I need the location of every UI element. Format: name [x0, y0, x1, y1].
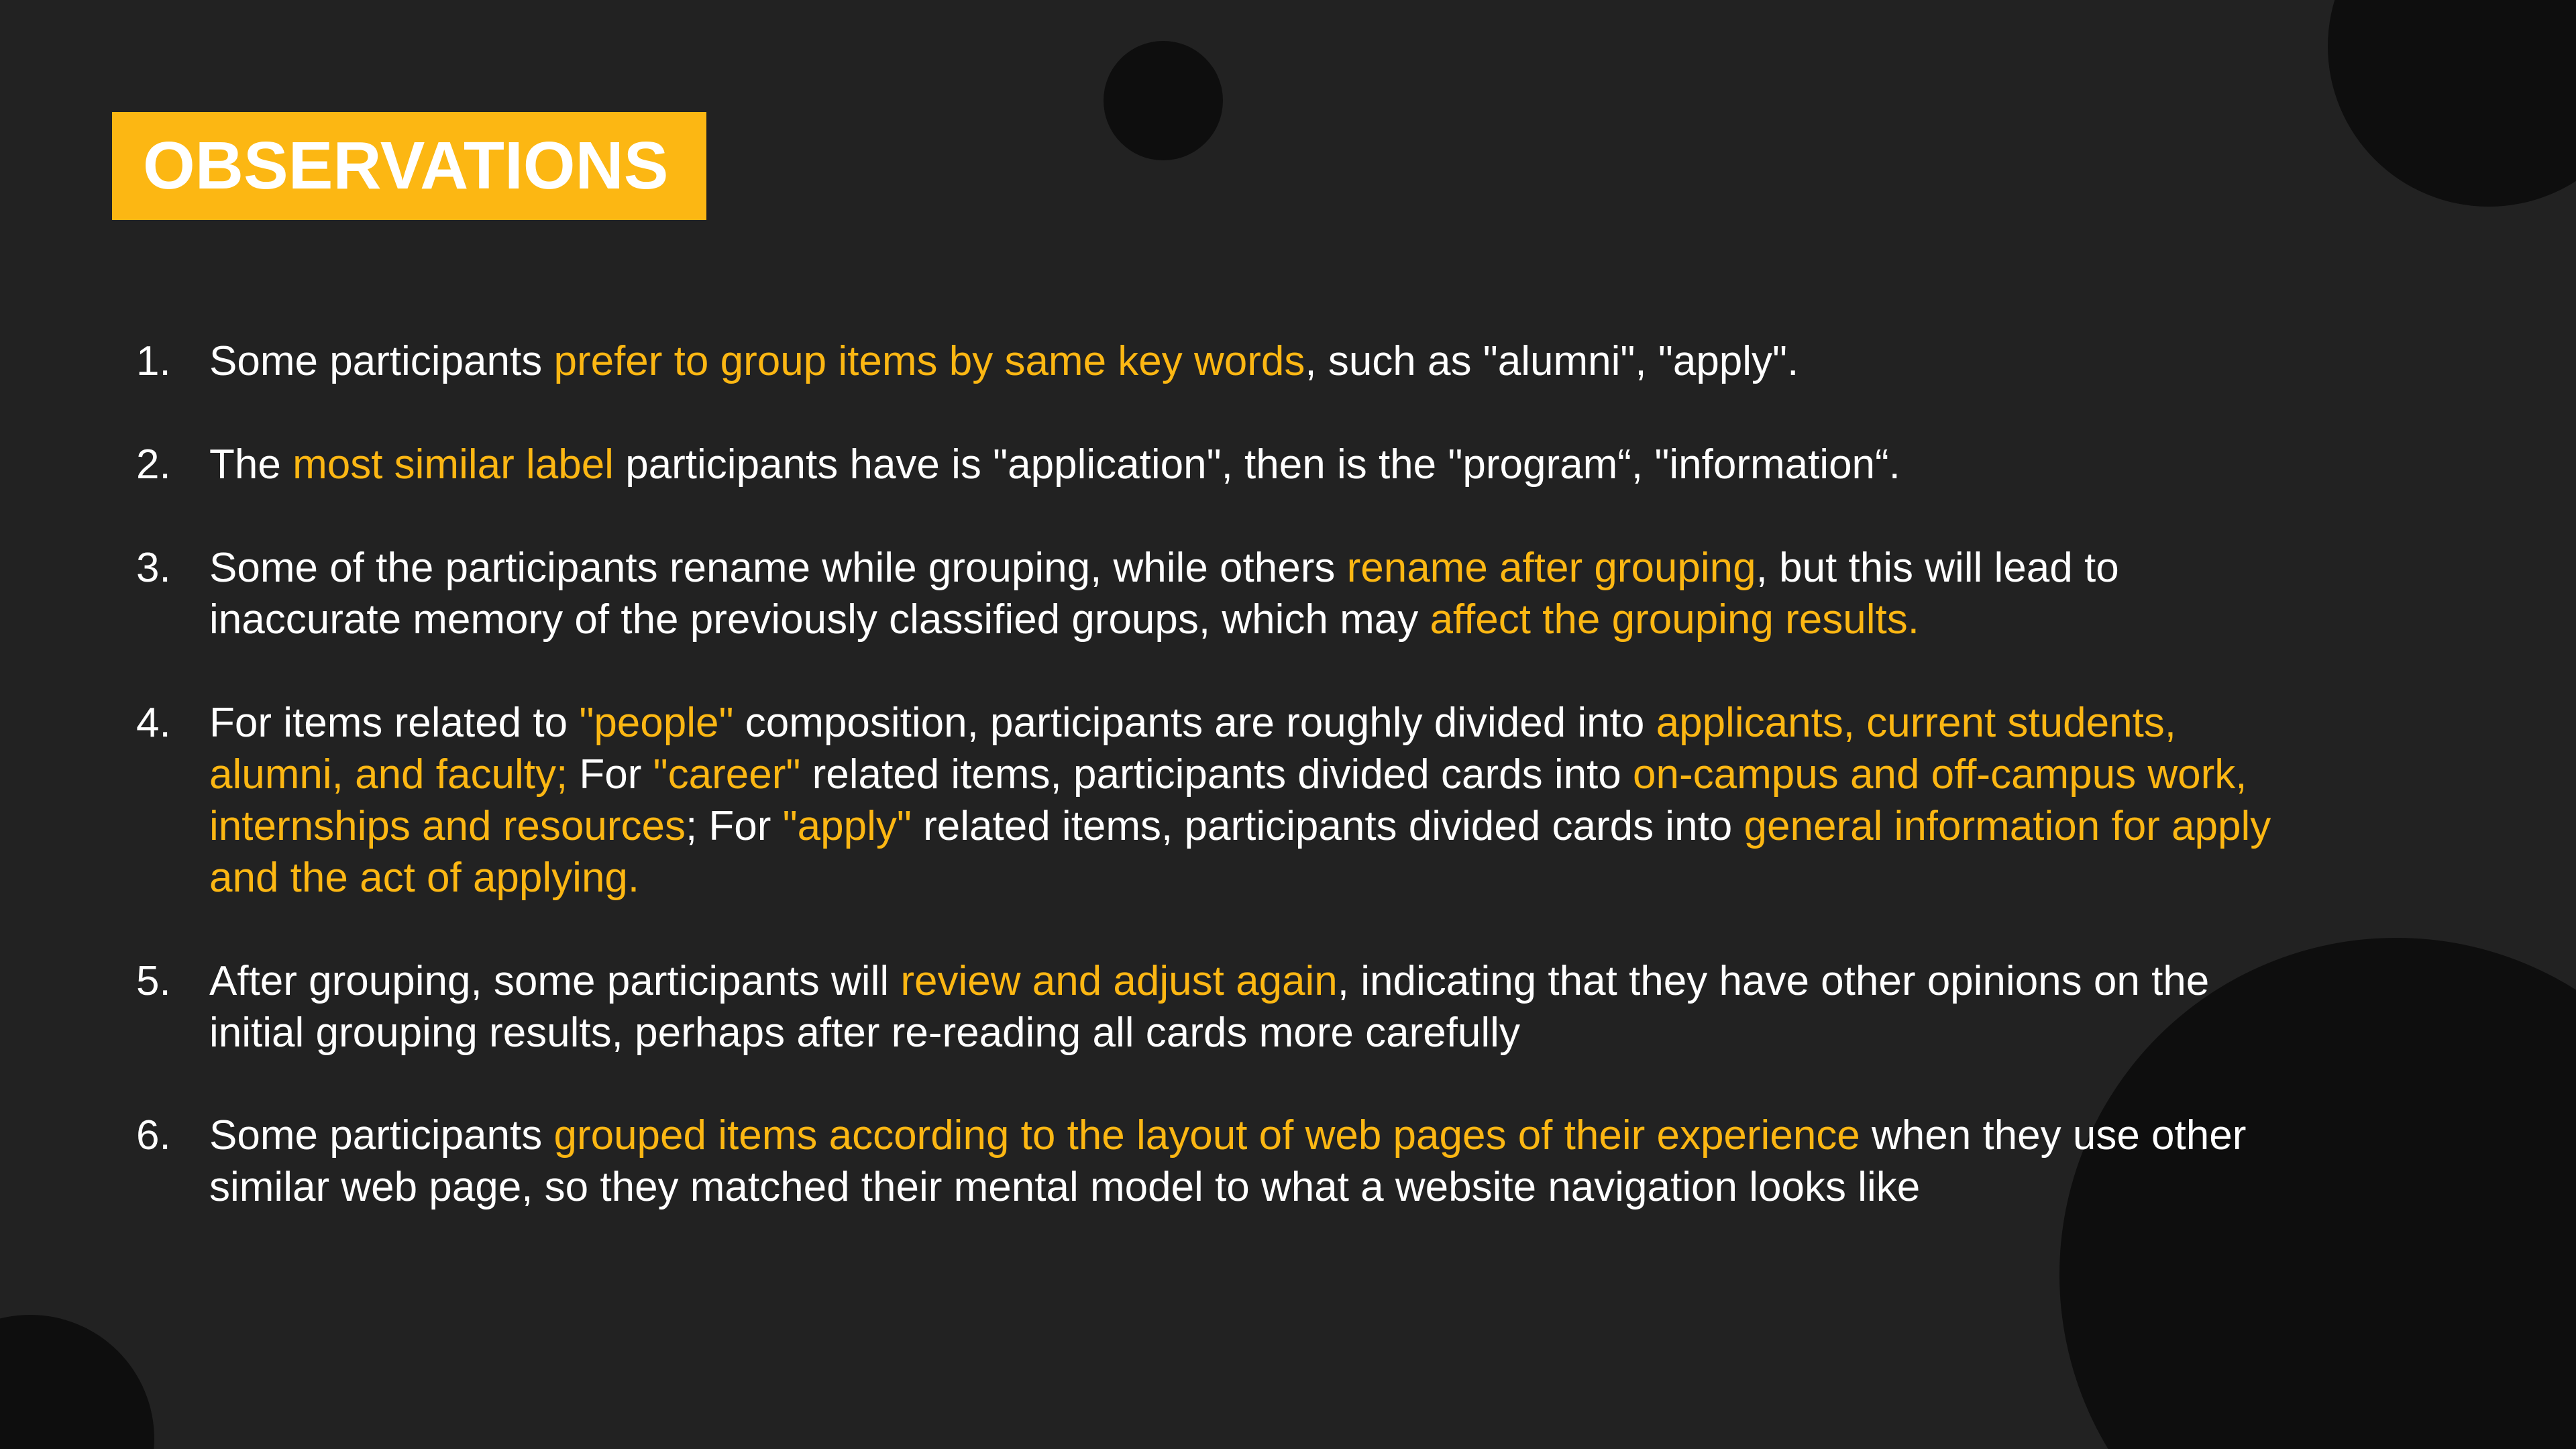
body-text: The: [209, 441, 293, 488]
body-text: composition, participants are roughly divided into: [733, 700, 1656, 746]
list-item-line: [209, 749, 2247, 800]
body-text: participants have is "application", then is the "program“, "information“.: [613, 441, 1900, 488]
body-text: , but this will lead to: [1756, 545, 2119, 591]
body-text: similar web page, so they matched their mental model to what a website navigation looks like: [209, 1164, 1921, 1210]
list-item-line: [209, 852, 639, 904]
body-text: inaccurate memory of the previously classified groups, which may: [209, 596, 1430, 643]
highlighted-text: applicants, current students,: [1656, 700, 2177, 746]
list-item-number: 2.: [136, 441, 171, 488]
list-item-line: [209, 1161, 1920, 1213]
body-text: , such as "alumni", "apply".: [1305, 338, 1799, 384]
highlighted-text: on-campus and off-campus work,: [1633, 751, 2247, 798]
body-text: Some participants: [209, 1112, 554, 1159]
list-item-number: 3.: [136, 545, 171, 591]
list-item-number: 4.: [136, 700, 171, 746]
body-text: For: [568, 751, 653, 798]
highlighted-text: general information for apply: [1743, 803, 2271, 849]
highlighted-text: and the act of applying.: [209, 855, 640, 901]
body-text: , indicating that they have other opinions on the: [1337, 958, 2210, 1004]
list-item-number: 1.: [136, 338, 171, 384]
list-item-line: [209, 594, 1919, 645]
body-text: related items, participants divided cards into: [800, 751, 1633, 798]
highlighted-text: most similar label: [292, 441, 614, 488]
highlighted-text: alumni, and faculty;: [209, 751, 568, 798]
body-text: related items, participants divided cards into: [911, 803, 1744, 849]
list-item-line: [209, 335, 1799, 387]
list-item-line: [209, 1110, 2246, 1161]
list-item-line: [209, 542, 2119, 594]
highlighted-text: rename after grouping: [1346, 545, 1756, 591]
body-text: when they use other: [1860, 1112, 2247, 1159]
list-item-line: [209, 1007, 1520, 1059]
list-item-line: [209, 955, 2209, 1007]
highlighted-text: review and adjust again: [900, 958, 1338, 1004]
body-text: Some of the participants rename while grouping, while others: [209, 545, 1347, 591]
list-item-line: [209, 697, 2176, 749]
page-title: OBSERVATIONS: [143, 128, 669, 203]
body-text: Some participants: [209, 338, 554, 384]
highlighted-text: "people": [579, 700, 734, 746]
highlighted-text: grouped items according to the layout of web pages of their experience: [553, 1112, 1860, 1159]
highlighted-text: affect the grouping results.: [1430, 596, 1919, 643]
body-text: ; For: [685, 803, 783, 849]
body-text: initial grouping results, perhaps after re-reading all cards more carefully: [209, 1010, 1520, 1056]
list-item-line: [209, 800, 2271, 852]
list-item-number: 5.: [136, 958, 171, 1004]
highlighted-text: prefer to group items by same key words: [553, 338, 1305, 384]
highlighted-text: "career": [653, 751, 801, 798]
list-item-number: 6.: [136, 1112, 171, 1159]
body-text: For items related to: [209, 700, 580, 746]
highlighted-text: internships and resources: [209, 803, 686, 849]
list-item-line: [209, 439, 1900, 490]
body-text: After grouping, some participants will: [209, 958, 901, 1004]
highlighted-text: "apply": [782, 803, 912, 849]
